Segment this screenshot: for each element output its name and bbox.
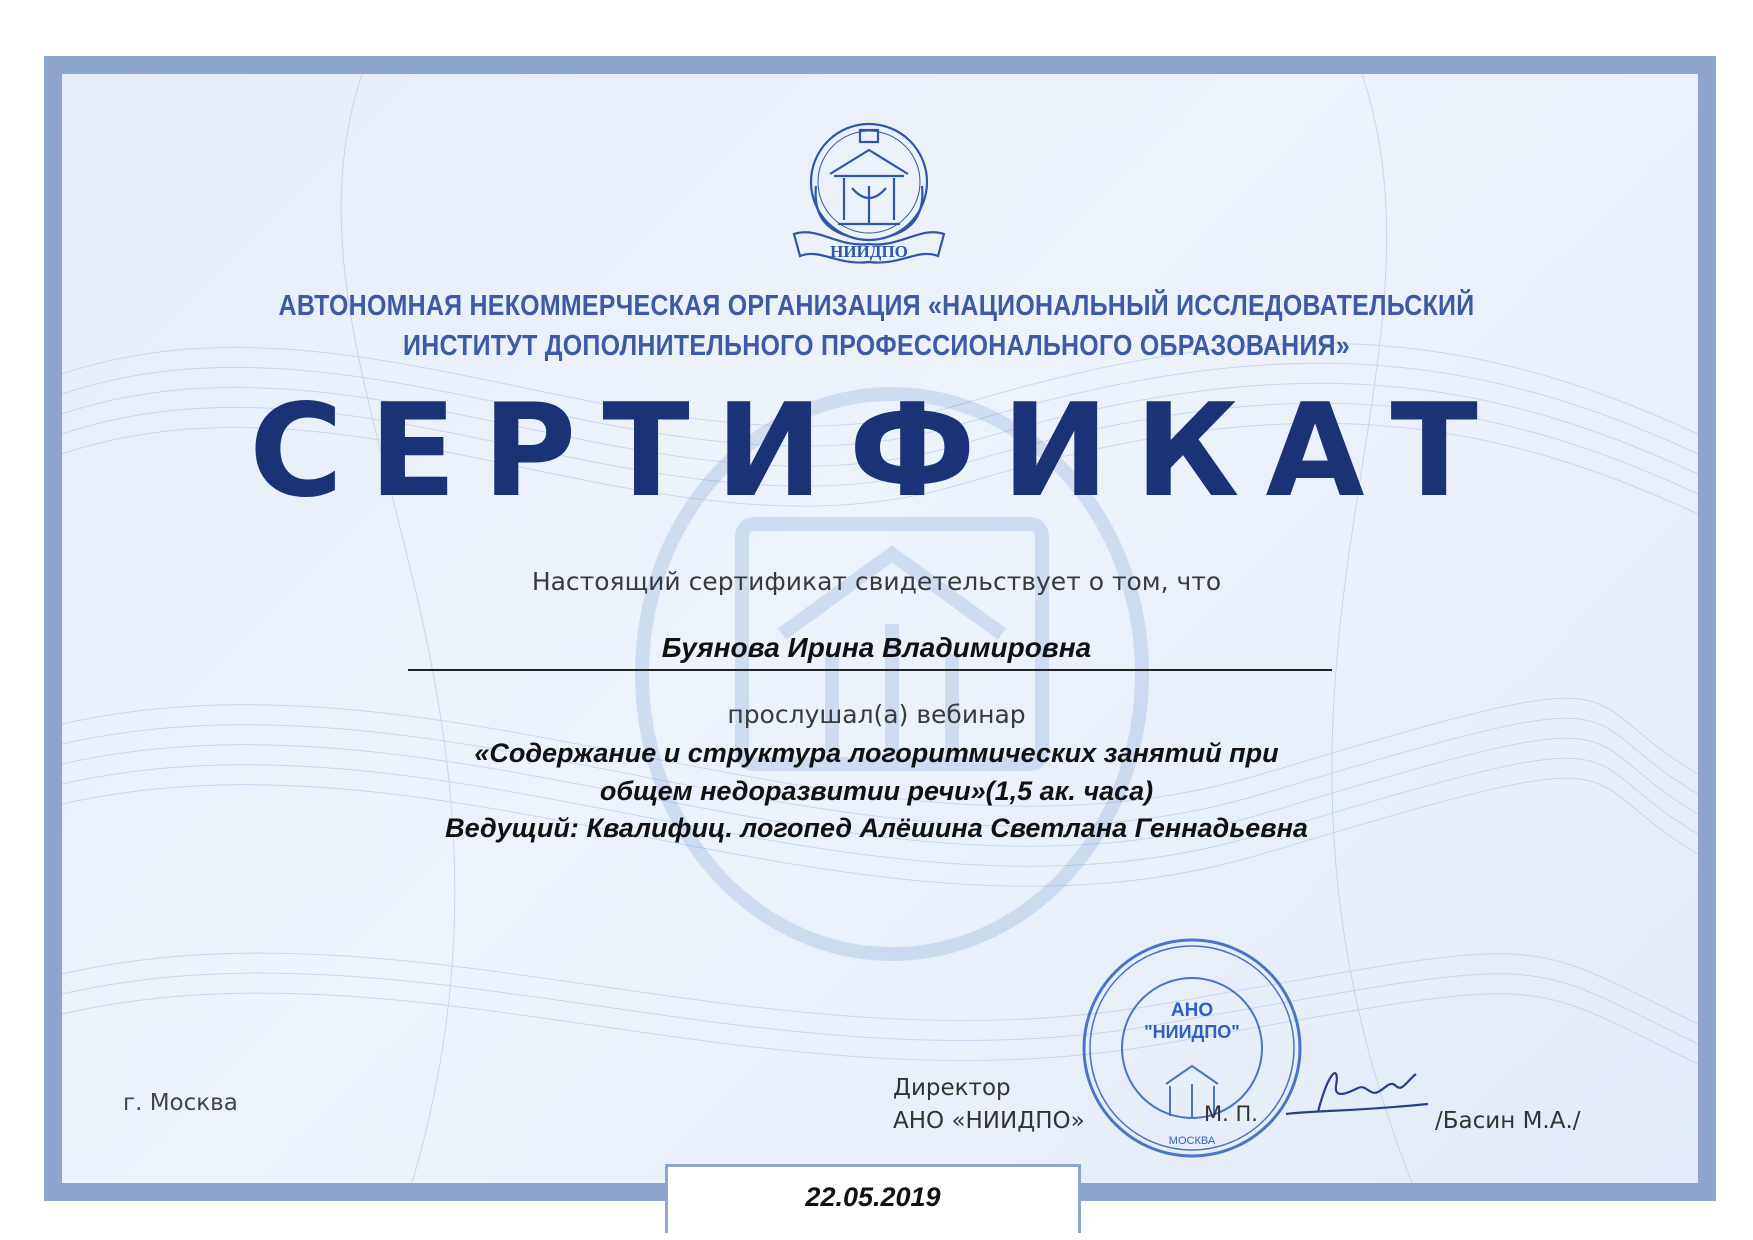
director-title: Директор bbox=[893, 1075, 1011, 1101]
city-label: г. Москва bbox=[123, 1090, 238, 1116]
issue-date: 22.05.2019 bbox=[805, 1182, 941, 1212]
svg-text:АНО: АНО bbox=[1170, 1000, 1214, 1021]
director-organization: АНО «НИИДПО» bbox=[893, 1108, 1085, 1134]
niidpo-seal-icon bbox=[1078, 934, 1306, 1162]
stamp-place-mark: М. П. bbox=[1204, 1102, 1258, 1126]
svg-text:НИИДПО: НИИДПО bbox=[830, 242, 908, 261]
course-title-line-2: общем недоразвитии речи»(1,5 ак. часа) bbox=[599, 776, 1154, 806]
svg-text:"НИИДПО": "НИИДПО" bbox=[1144, 1022, 1240, 1042]
svg-text:МОСКВА: МОСКВА bbox=[1168, 1135, 1216, 1147]
recipient-name: Буянова Ирина Владимировна bbox=[661, 632, 1092, 663]
niidpo-logo-icon bbox=[778, 116, 960, 274]
recipient-underline bbox=[408, 669, 1332, 671]
presenter-line: Ведущий: Квалифиц. логопед Алёшина Светлана Геннадьевна bbox=[445, 813, 1308, 843]
certificate-title: СЕРТИФИКАТ bbox=[249, 377, 1504, 526]
certificate-subtitle: Настоящий сертификат свидетельствует о том, что bbox=[531, 567, 1222, 596]
course-title-line-1: «Содержание и структура логоритмических занятий при bbox=[474, 738, 1279, 768]
completed-action: прослушал(а) вебинар bbox=[727, 700, 1026, 729]
organization-name-line-2: ИНСТИТУТ ДОПОЛНИТЕЛЬНОГО ПРОФЕССИОНАЛЬНОГО ОБРАЗОВАНИЯ» bbox=[403, 330, 1350, 362]
organization-name-line-1: АВТОНОМНАЯ НЕКОММЕРЧЕСКАЯ ОРГАНИЗАЦИЯ «НАЦИОНАЛЬНЫЙ ИССЛЕДОВАТЕЛЬСКИЙ bbox=[278, 290, 1475, 322]
signature-icon bbox=[1278, 1052, 1438, 1132]
signer-name: /Басин М.А./ bbox=[1435, 1108, 1581, 1134]
